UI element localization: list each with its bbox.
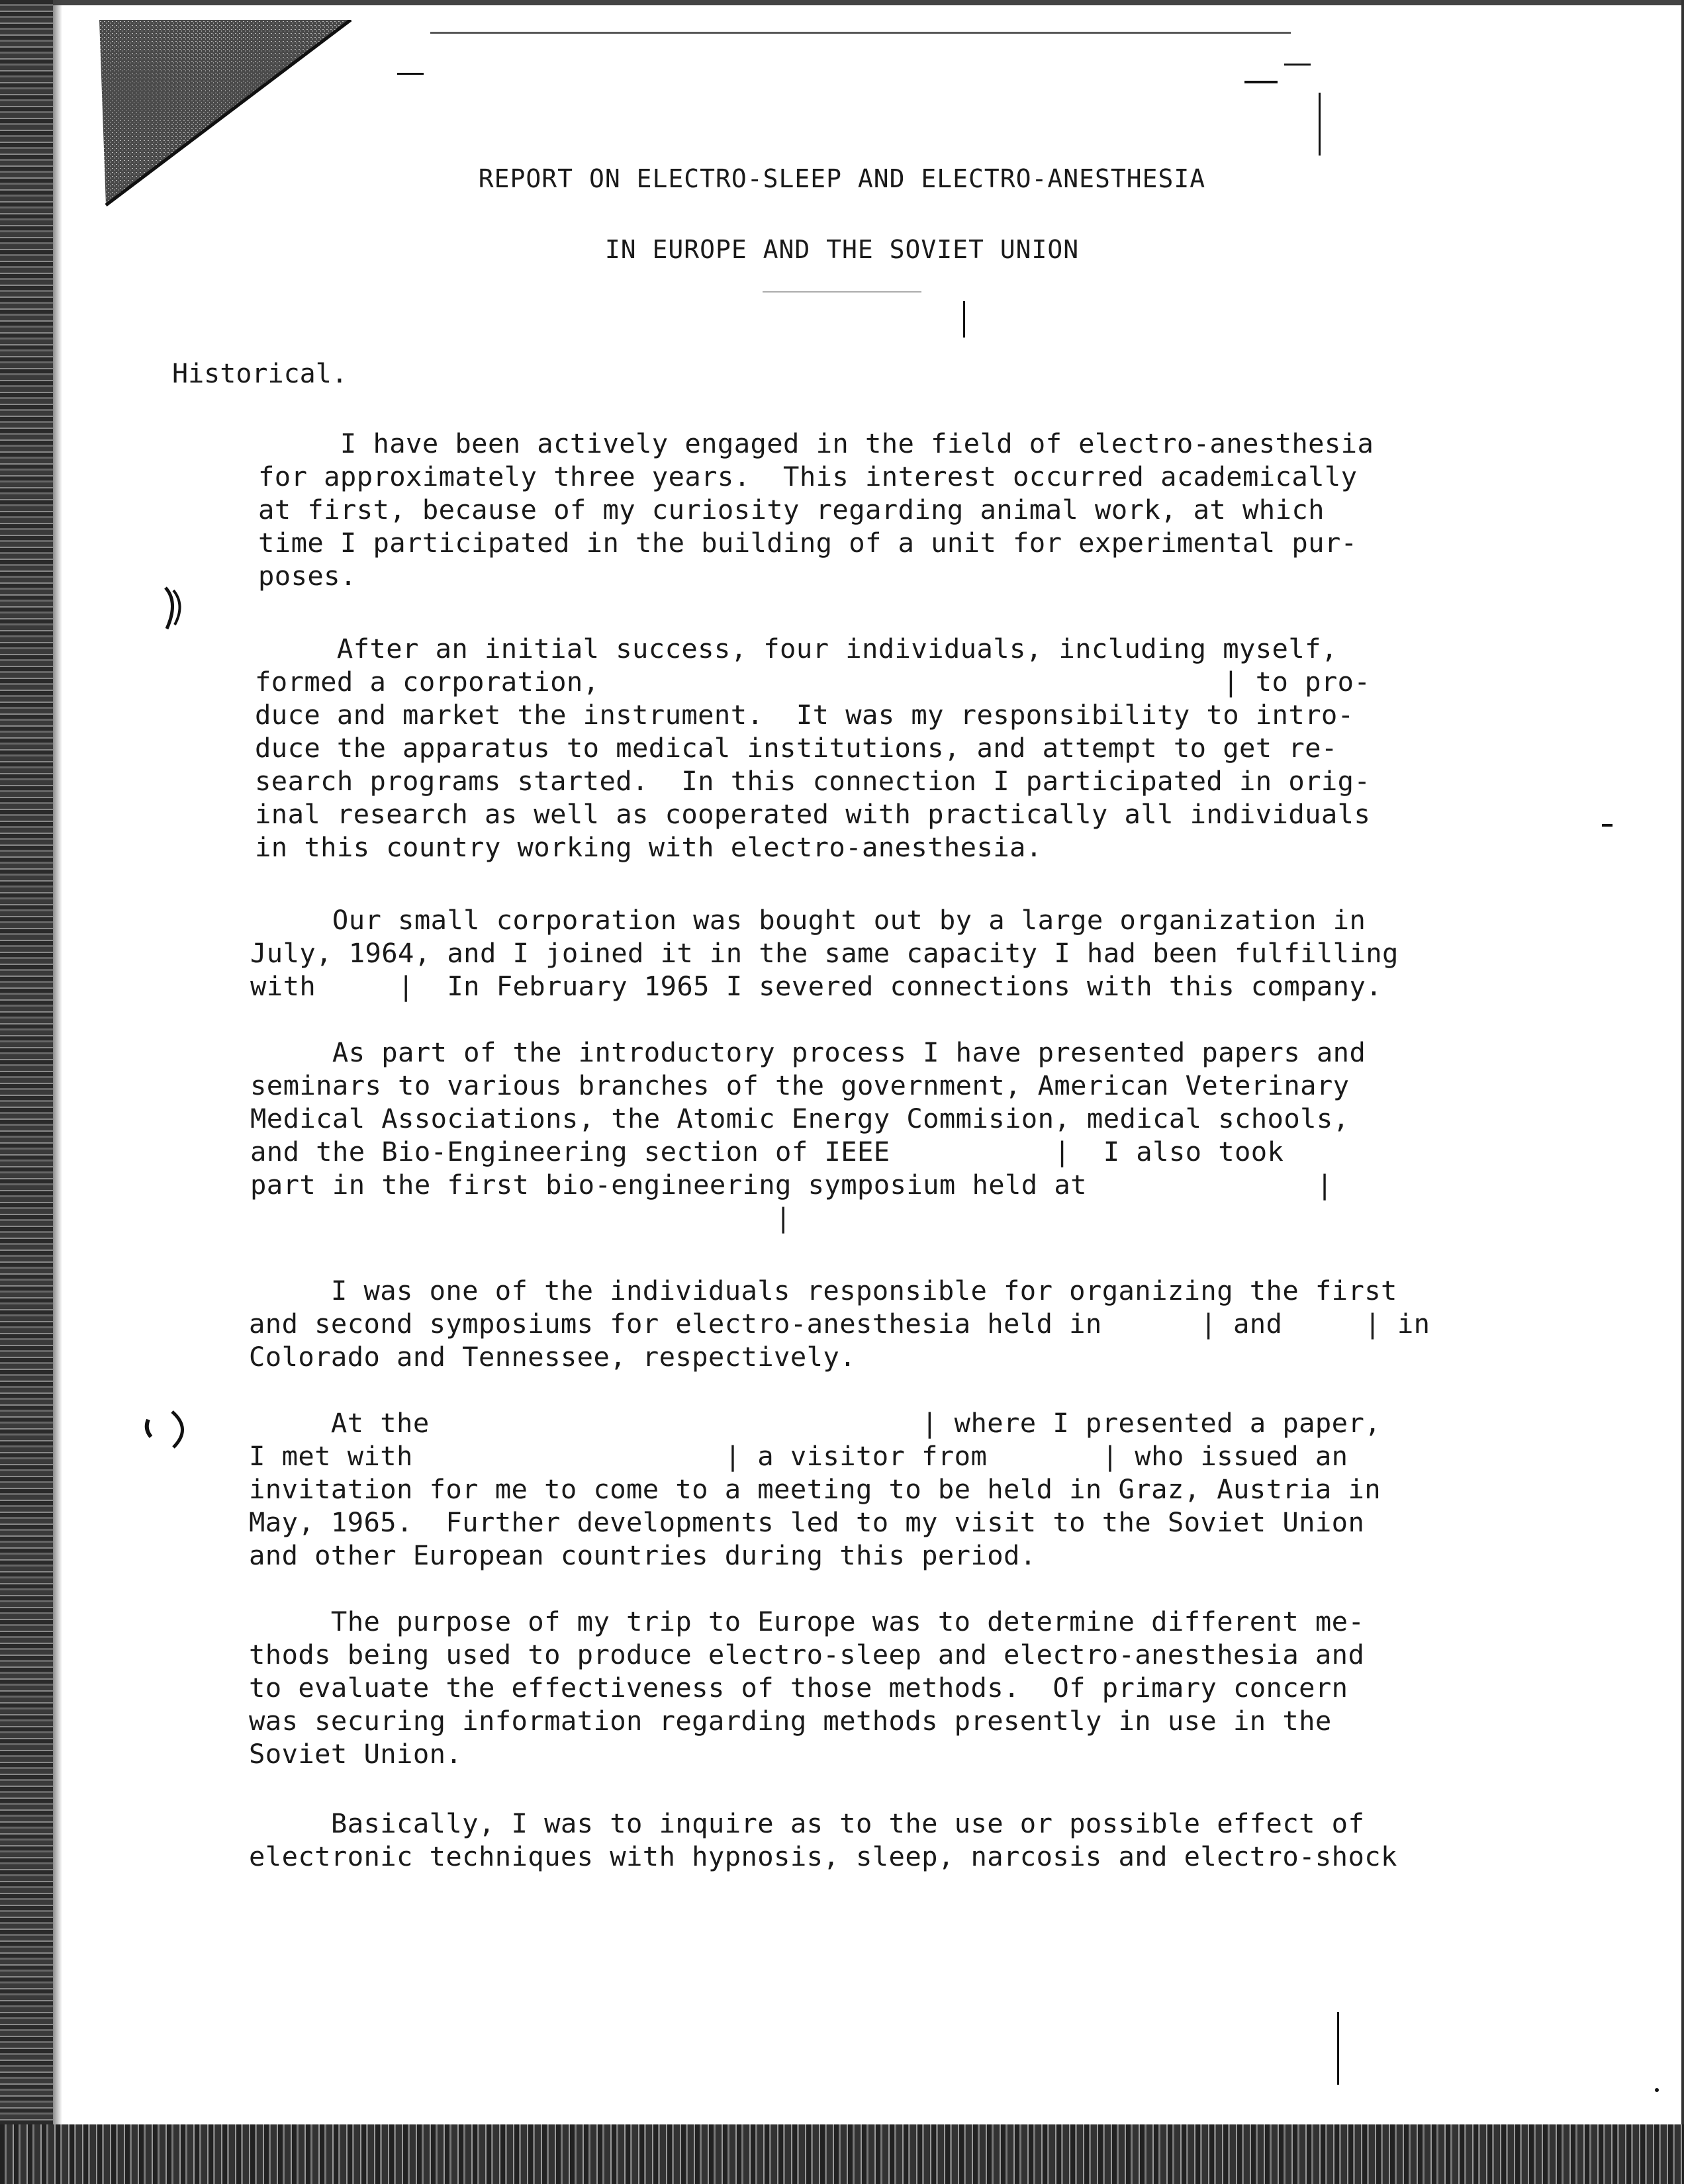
paragraph-line: | xyxy=(250,1202,792,1234)
paragraph-line: and the Bio-Engineering section of IEEE | I also took xyxy=(250,1136,1284,1167)
paragraph-line: electronic techniques with hypnosis, sleep, narcosis and electro-shock xyxy=(249,1841,1397,1872)
scan-mark xyxy=(1337,2012,1339,2085)
paragraph-line: Basically, I was to inquire as to the use or possible effect of xyxy=(249,1807,1365,1839)
paragraph-line: search programs started. In this connection I participated in orig- xyxy=(255,765,1371,797)
paragraph-line: to evaluate the effectiveness of those methods. Of primary concern xyxy=(249,1672,1348,1704)
paragraph-line: invitation for me to come to a meeting to be held in Graz, Austria in xyxy=(249,1473,1381,1505)
paragraph-line: duce the apparatus to medical institutions, and attempt to get re- xyxy=(255,732,1338,764)
paragraph-line: at first, because of my curiosity regarding animal work, at which xyxy=(258,494,1325,525)
paragraph-line: poses. xyxy=(258,560,357,592)
scan-mark xyxy=(1319,93,1321,156)
scan-right-edge xyxy=(1681,0,1684,2184)
scan-mark xyxy=(763,291,921,293)
paragraph-line: time I participated in the building of a unit for experimental pur- xyxy=(258,527,1358,559)
paragraph-line: Medical Associations, the Atomic Energy Commision, medical schools, xyxy=(250,1103,1350,1134)
paragraph-line: The purpose of my trip to Europe was to determine different me- xyxy=(249,1606,1365,1637)
paragraph-line: and other European countries during this period. xyxy=(249,1539,1037,1571)
paragraph-line: I have been actively engaged in the field of electro-anesthesia xyxy=(258,428,1374,459)
paragraph-line: At the | where I presented a paper, xyxy=(249,1407,1381,1439)
paragraph-line: After an initial success, four individuals, including myself, xyxy=(255,633,1338,664)
paragraph-line: for approximately three years. This interest occurred academically xyxy=(258,461,1358,492)
bracket-mark xyxy=(159,582,192,635)
bracket-mark xyxy=(139,1406,199,1453)
paragraph-line: duce and market the instrument. It was my responsibility to intro- xyxy=(255,699,1354,731)
paragraph-line: May, 1965. Further developments led to my visit to the Soviet Union xyxy=(249,1506,1365,1538)
paragraph-line: As part of the introductory process I have presented papers and xyxy=(250,1036,1366,1068)
paragraph-line: in this country working with electro-anesthesia. xyxy=(255,831,1043,863)
paragraph-line: Our small corporation was bought out by a large organization in xyxy=(250,904,1366,936)
paragraph-line: was securing information regarding methods presently in use in the xyxy=(249,1705,1332,1737)
paragraph-line: I met with | a visitor from | who issued an xyxy=(249,1440,1348,1472)
scan-mark xyxy=(1284,64,1311,66)
scan-left-edge xyxy=(0,0,53,2184)
document-title-line-2: IN EUROPE AND THE SOVIET UNION xyxy=(604,235,1080,264)
paragraph-line: with | In February 1965 I severed connections with this company. xyxy=(250,970,1383,1002)
paragraph-line: thods being used to produce electro-sleep and electro-anesthesia and xyxy=(249,1639,1365,1670)
scan-line-top xyxy=(430,32,1291,34)
scan-top-edge xyxy=(0,0,1684,5)
paragraph-line: I was one of the individuals responsible for organizing the first xyxy=(249,1275,1397,1306)
paragraph-line: July, 1964, and I joined it in the same capacity I had been fulfilling xyxy=(250,937,1399,969)
section-heading: Historical. xyxy=(172,359,348,389)
paragraph-line: part in the first bio-engineering symposium held at | xyxy=(250,1169,1333,1201)
scan-mark xyxy=(963,301,965,338)
scan-bottom-edge xyxy=(0,2124,1684,2184)
scan-mark xyxy=(397,73,424,75)
scan-mark xyxy=(1602,824,1613,827)
paragraph-line: Soviet Union. xyxy=(249,1738,463,1770)
paragraph-line: seminars to various branches of the government, American Veterinary xyxy=(250,1069,1350,1101)
scan-mark xyxy=(1655,2088,1659,2092)
paragraph-line: formed a corporation, | to pro- xyxy=(255,666,1371,698)
paragraph-line: inal research as well as cooperated with practically all individuals xyxy=(255,798,1371,830)
document-title-line-1: REPORT ON ELECTRO-SLEEP AND ELECTRO-ANESTHESIA xyxy=(478,164,1206,193)
paragraph-line: Colorado and Tennessee, respectively. xyxy=(249,1341,856,1373)
paragraph-line: and second symposiums for electro-anesthesia held in | and | in xyxy=(249,1308,1430,1340)
scan-mark xyxy=(1244,81,1278,83)
